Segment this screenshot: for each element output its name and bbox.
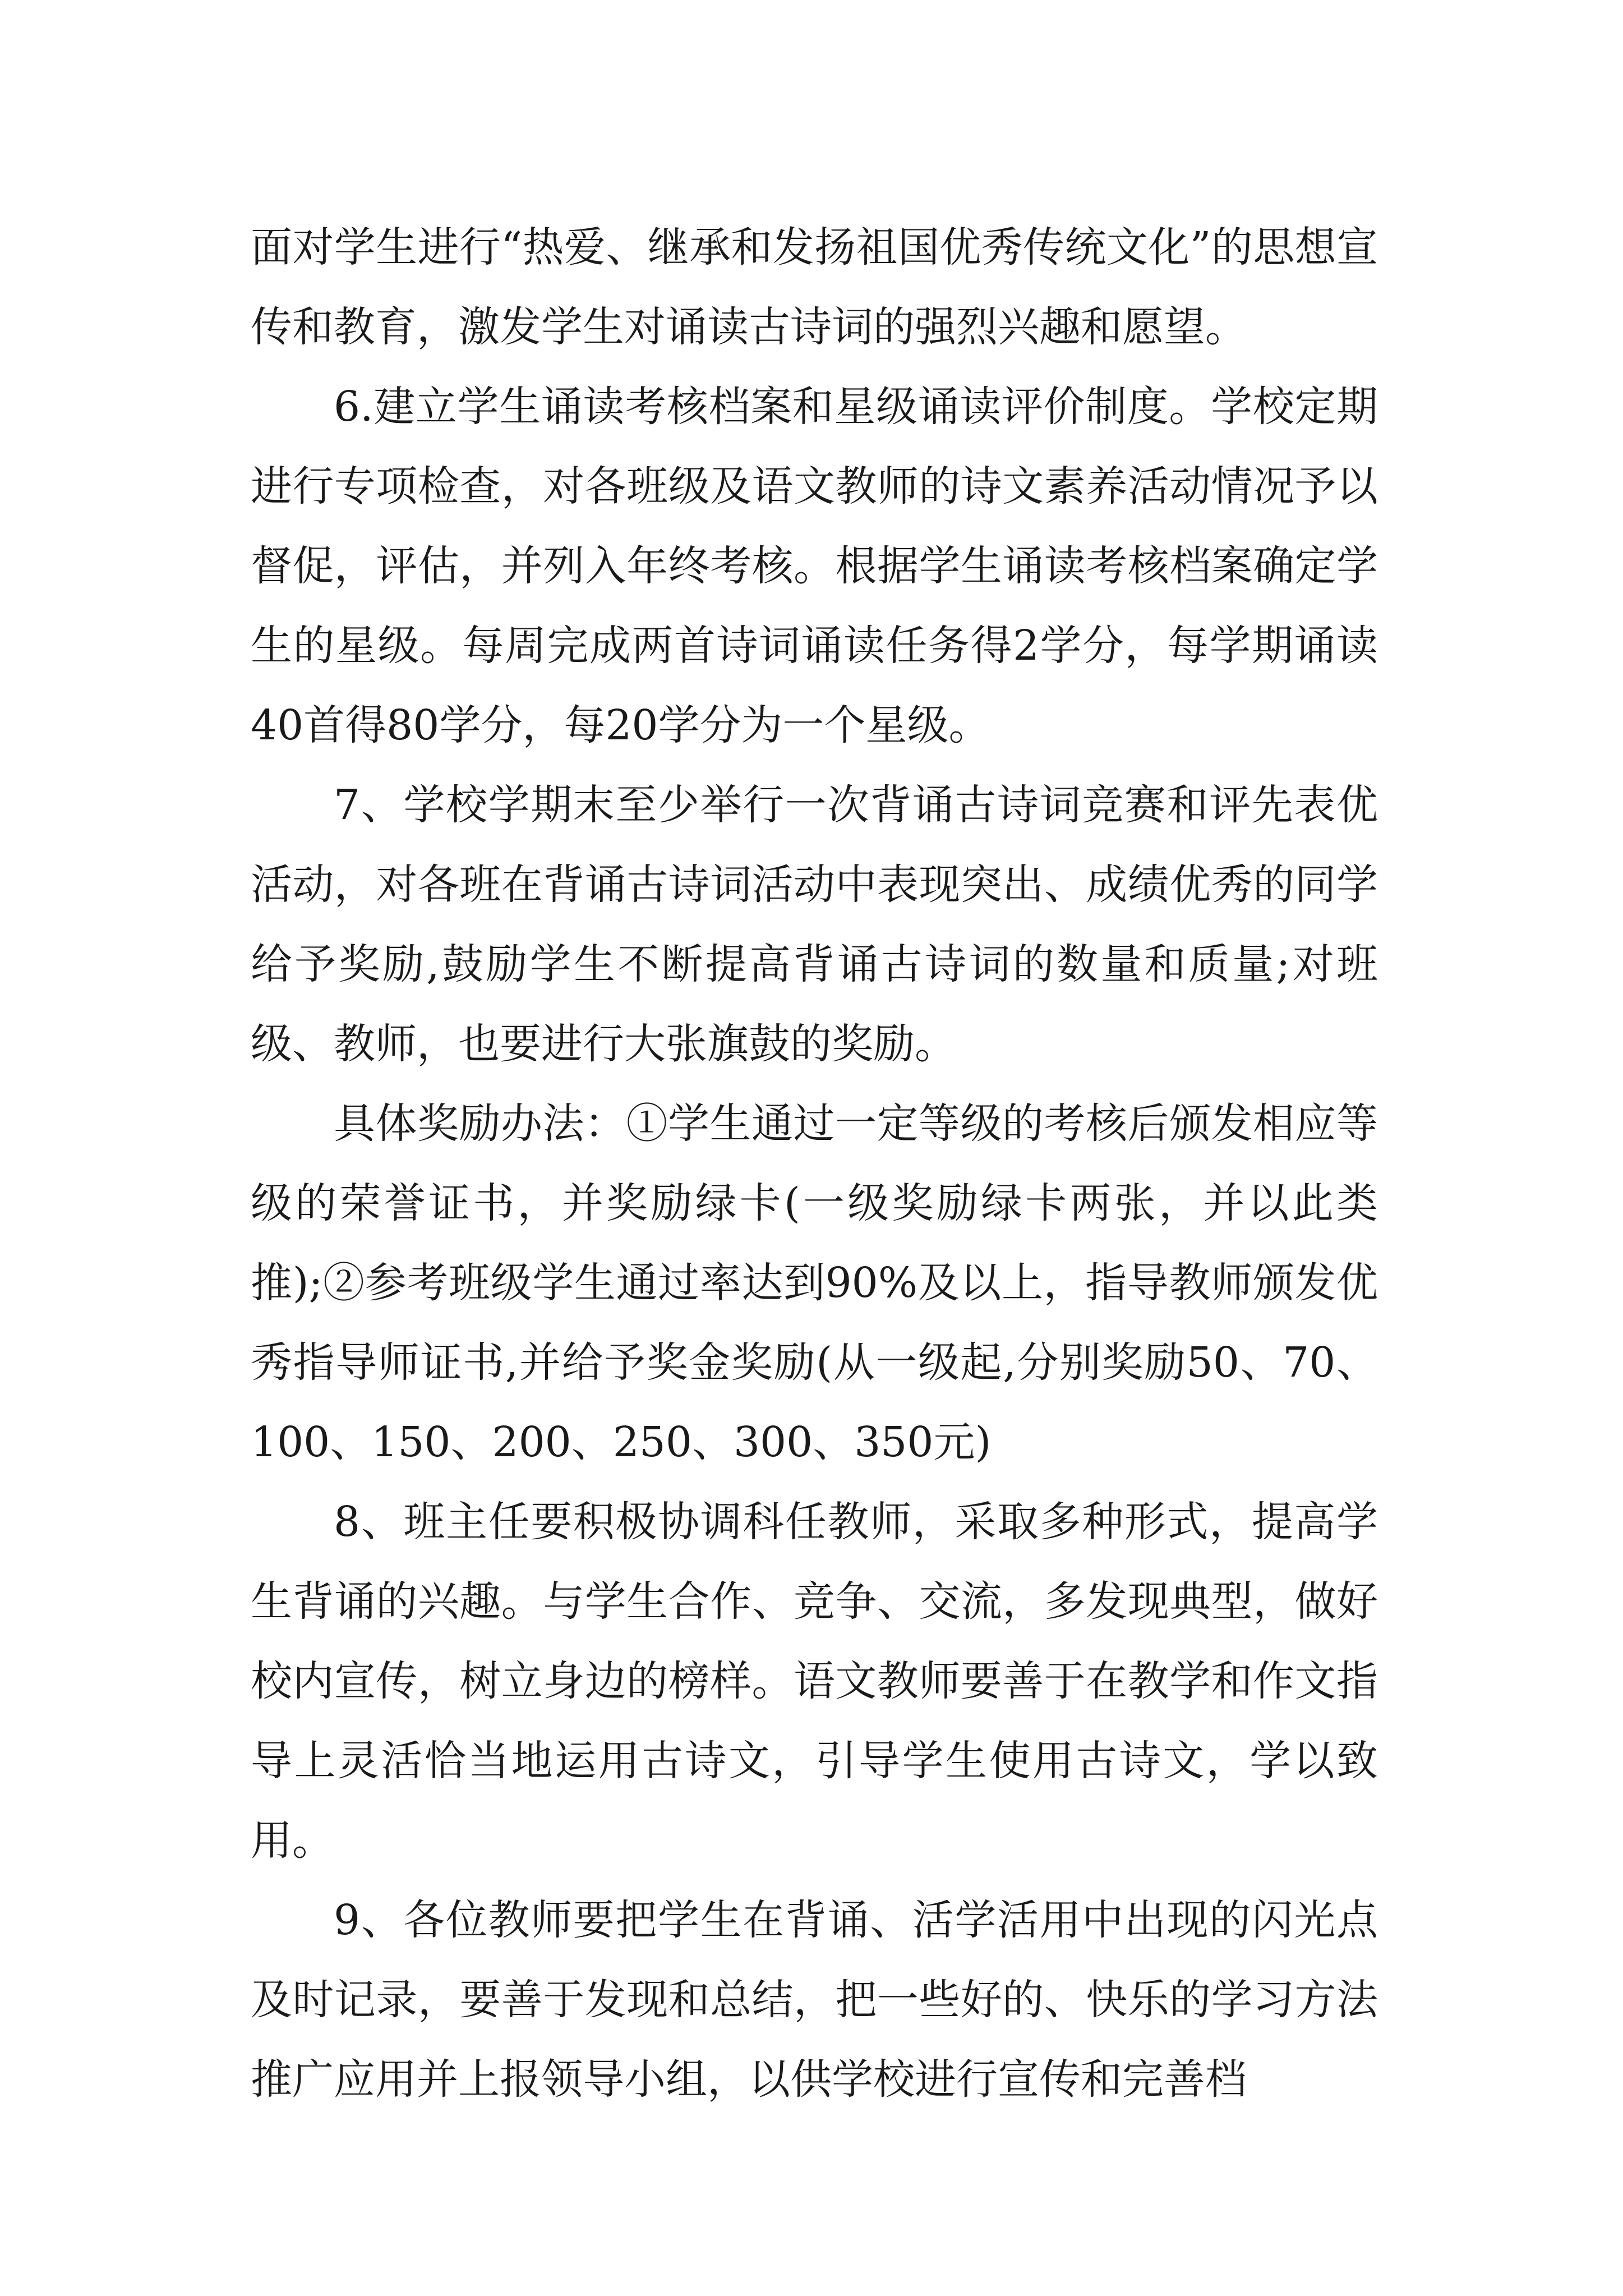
paragraph-item-9: 9、各位教师要把学生在背诵、活学活用中出现的闪光点及时记录，要善于发现和总结，把一些好的、快乐的学习方法推广应用并上报领导小组，以供学校进行宣传和完善档 xyxy=(251,1896,1378,2104)
paragraph-item-8: 8、班主任要积极协调科任教师，采取多种形式，提高学生背诵的兴趣。与学生合作、竞争、交流，多发现典型，做好校内宣传，树立身边的榜样。语文教师要善于在教学和作文指导上灵活恰当地运用古诗文，引导学生使用古诗文，学以致用。 xyxy=(251,1498,1378,1865)
document-body xyxy=(251,208,1378,2119)
paragraph-item-6: 6.建立学生诵读考核档案和星级诵读评价制度。学校定期进行专项检查，对各班级及语文教师的诗文素养活动情况予以督促，评估，并列入年终考核。根据学生诵读考核档案确定学生的星级。每周完成两首诗词诵读任务得2学分，每学期诵读40首得80学分，每20学分为一个星级。 xyxy=(251,383,1378,749)
paragraph-continuation: 面对学生进行“热爱、继承和发扬祖国优秀传统文化”的思想宣传和教育，激发学生对诵读古诗词的强烈兴趣和愿望。 xyxy=(251,223,1378,351)
paragraph-item-7: 7、学校学期末至少举行一次背诵古诗词竞赛和评先表优活动，对各班在背诵古诗词活动中表现突出、成绩优秀的同学给予奖励,鼓励学生不断提高背诵古诗词的数量和质量;对班级、教师，也要进行大张旗鼓的奖励。 xyxy=(251,781,1378,1068)
paragraph-reward-methods: 具体奖励办法：①学生通过一定等级的考核后颁发相应等级的荣誉证书，并奖励绿卡(一级奖励绿卡两张，并以此类推);②参考班级学生通过率达到90%及以上，指导教师颁发优秀指导师证书,并给予奖金奖励(从一级起,分别奖励50、70、100、150、200、250、300、350元) xyxy=(251,1099,1378,1466)
